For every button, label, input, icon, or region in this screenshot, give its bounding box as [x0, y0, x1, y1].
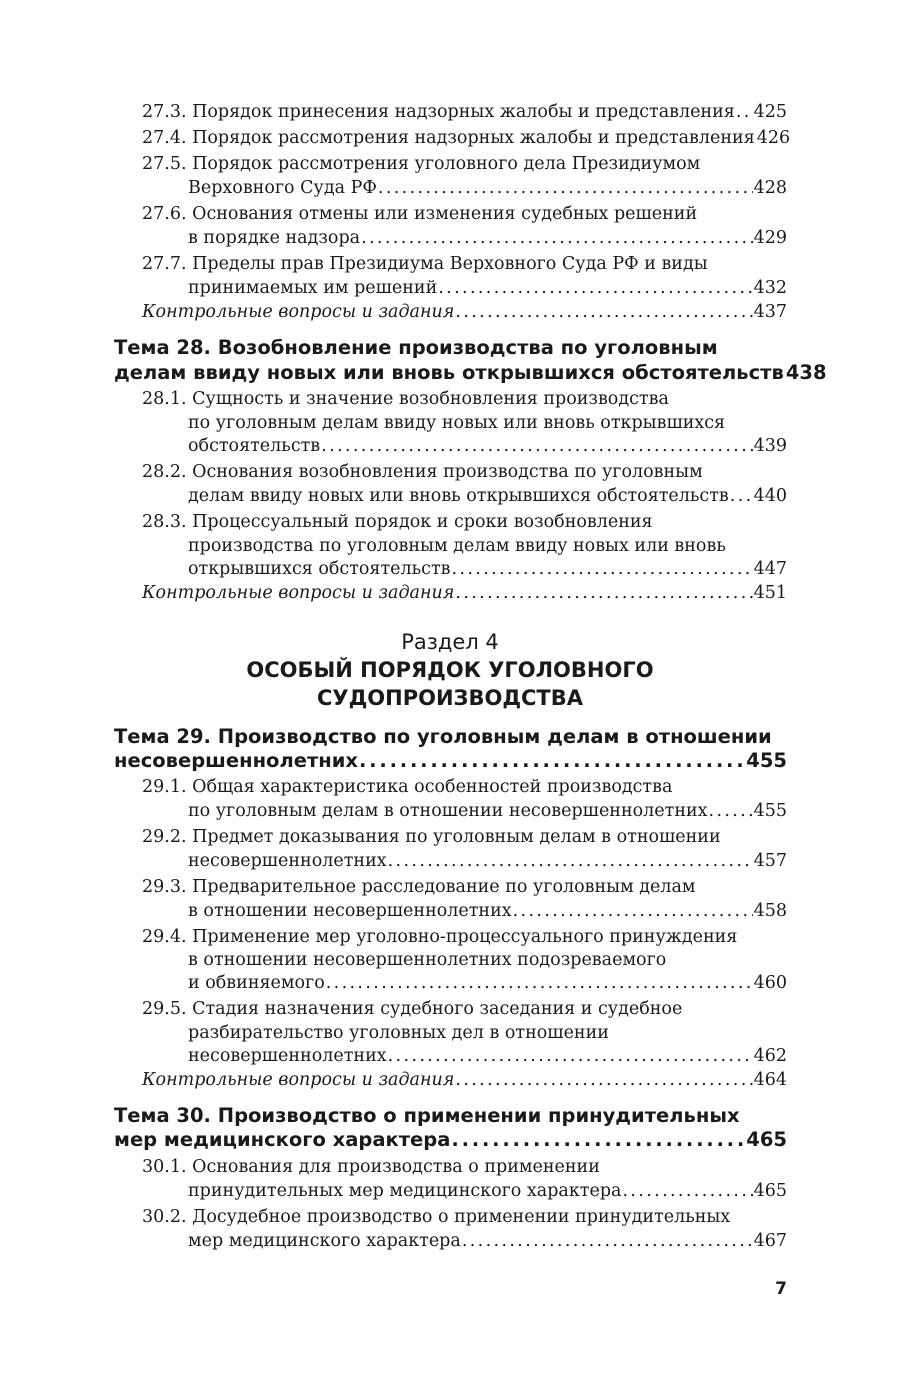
toc-entry-line — [142, 775, 672, 799]
dot-leader — [709, 799, 753, 823]
toc-entry-line — [142, 825, 721, 849]
entry-page: 467 — [753, 1231, 787, 1251]
entry-title: Контрольные вопросы и задания — [142, 1070, 455, 1090]
topic-title-cont: несовершеннолетних — [114, 749, 358, 772]
entry-page: 462 — [753, 1046, 787, 1066]
toc-entry[interactable] — [188, 849, 787, 873]
page-number: 7 — [775, 1279, 787, 1299]
entry-title-cont: в порядке надзора — [188, 228, 361, 248]
entry-title-cont: несовершеннолетних — [188, 1046, 387, 1066]
toc-entry-line — [142, 997, 682, 1021]
dot-leader — [513, 899, 753, 923]
entry-number: 29.2. — [142, 827, 187, 847]
entry-title-cont: производства по уголовным делам ввиду новых или вновь — [188, 536, 726, 556]
toc-entry-line — [142, 252, 708, 276]
entry-title-cont: мер медицинского характера — [188, 1231, 461, 1251]
entry-title-cont: в отношении несовершеннолетних подозреваемого — [188, 950, 667, 970]
entry-page: 432 — [753, 278, 787, 298]
dot-leader — [462, 1229, 753, 1253]
entry-title: Процессуальный порядок и сроки возобновления — [192, 512, 653, 532]
entry-title-cont: открывшихся обстоятельств — [188, 559, 451, 579]
dot-leader — [455, 300, 752, 324]
section-number: Раздел 4 — [401, 630, 499, 654]
entry-number: 30.2. — [142, 1207, 187, 1227]
toc-entry[interactable] — [188, 434, 787, 458]
entry-title-cont: принудительных мер медицинского характера — [188, 1181, 622, 1201]
entry-page: 439 — [753, 436, 787, 456]
toc-entry[interactable] — [188, 176, 787, 200]
entry-page: 465 — [753, 1181, 787, 1201]
entry-title: Предмет доказывания по уголовным делам в отношении — [192, 827, 721, 847]
toc-entry-line — [142, 1155, 600, 1179]
toc-entry[interactable] — [188, 484, 787, 508]
toc-entry[interactable] — [188, 971, 787, 995]
toc-entry-line — [142, 875, 696, 899]
entry-title-cont: делам ввиду новых или вновь открывшихся обстоятельств — [188, 486, 729, 506]
toc-entry[interactable] — [188, 226, 787, 250]
topic-heading[interactable]: Тема 28. Возобновление производства по уголовным — [114, 336, 718, 359]
entry-title: Применение мер уголовно-процессуального принуждения — [192, 927, 738, 947]
entry-number: 29.1. — [142, 777, 187, 797]
dot-leader — [730, 484, 753, 508]
entry-title-cont: и обвиняемого — [188, 973, 325, 993]
entry-page: 447 — [753, 559, 787, 579]
entry-title: Досудебное производство о применении принудительных — [192, 1207, 731, 1227]
toc-entry-line — [142, 387, 669, 411]
entry-page: 455 — [753, 801, 787, 821]
entry-title-cont: в отношении несовершеннолетних — [188, 901, 512, 921]
toc-entry[interactable] — [188, 899, 787, 923]
entry-number: 28.2. — [142, 462, 187, 482]
entry-title-cont: несовершеннолетних — [188, 851, 387, 871]
dot-leader — [451, 1127, 745, 1153]
topic-heading[interactable]: Тема 29. Производство по уголовным делам в отношении — [114, 725, 772, 748]
topic-heading-line[interactable] — [114, 360, 827, 386]
entry-title-cont: по уголовным делам в отношении несовершеннолетних — [188, 801, 708, 821]
entry-page: 440 — [753, 486, 787, 506]
dot-leader — [361, 226, 753, 250]
dot-leader — [438, 276, 752, 300]
toc-entry[interactable] — [188, 557, 787, 581]
topic-heading-line[interactable] — [114, 748, 787, 774]
dot-leader — [736, 100, 753, 124]
topic-page: 465 — [746, 1128, 787, 1151]
entry-page: 425 — [753, 102, 787, 122]
entry-title: Пределы прав Президиума Верховного Суда РФ и виды — [192, 254, 708, 274]
entry-title: Контрольные вопросы и задания — [142, 302, 455, 322]
entry-title: Основания отмены или изменения судебных решений — [192, 204, 698, 224]
entry-page: 457 — [753, 851, 787, 871]
entry-page: 451 — [753, 583, 787, 603]
entry-number: 29.4. — [142, 927, 187, 947]
toc-entry[interactable] — [142, 100, 787, 124]
toc-entry[interactable] — [188, 1229, 787, 1253]
entry-page: 460 — [753, 973, 787, 993]
entry-number: 27.4. — [142, 128, 187, 148]
entry-number: 28.1. — [142, 389, 187, 409]
toc-entry[interactable] — [188, 276, 787, 300]
entry-number: 27.5. — [142, 154, 187, 174]
entry-title: Основания для производства о применении — [192, 1157, 600, 1177]
entry-number: 27.6. — [142, 204, 187, 224]
dot-leader — [388, 849, 753, 873]
entry-number: 30.1. — [142, 1157, 187, 1177]
entry-title: Основания возобновления производства по уголовным — [192, 462, 703, 482]
entry-number: 29.3. — [142, 877, 187, 897]
entry-number: 27.7. — [142, 254, 187, 274]
topic-title-cont: мер медицинского характера — [114, 1128, 451, 1151]
toc-entry[interactable] — [188, 799, 787, 823]
toc-entry-line — [142, 152, 700, 176]
entry-title: Порядок рассмотрения уголовного дела Президиумом — [192, 154, 701, 174]
topic-heading-line[interactable] — [114, 1127, 787, 1153]
toc-entry-line — [142, 1205, 730, 1229]
toc-entry-line — [142, 510, 653, 534]
entry-title: Порядок рассмотрения надзорных жалобы и представления — [192, 128, 755, 148]
toc-control-questions[interactable] — [142, 1068, 787, 1092]
toc-entry-line — [142, 460, 703, 484]
section-title: ОСОБЫЙ ПОРЯДОК УГОЛОВНОГО — [246, 658, 654, 682]
entry-title: Порядок принесения надзорных жалобы и представления — [192, 102, 735, 122]
entry-title-cont: обстоятельств — [188, 436, 321, 456]
dot-leader — [326, 971, 753, 995]
topic-page: 455 — [746, 749, 787, 772]
entry-title-cont: принимаемых им решений — [188, 278, 438, 298]
entry-title: Стадия назначения судебного заседания и судебное — [192, 999, 683, 1019]
toc-entry[interactable] — [188, 1179, 787, 1203]
entry-title-cont: Верховного Суда РФ — [188, 178, 377, 198]
entry-title-cont: разбирательство уголовных дел в отношении — [188, 1023, 609, 1043]
entry-title: Контрольные вопросы и задания — [142, 583, 455, 603]
dot-leader — [452, 557, 753, 581]
dot-leader — [321, 434, 752, 458]
entry-title: Сущность и значение возобновления производства — [192, 389, 669, 409]
toc-control-questions[interactable] — [142, 300, 787, 324]
toc-entry-line — [142, 925, 737, 949]
dot-leader — [455, 1068, 752, 1092]
dot-leader — [378, 176, 753, 200]
topic-page: 438 — [785, 361, 827, 384]
entry-title: Предварительное расследование по уголовным делам — [192, 877, 696, 897]
dot-leader — [622, 1179, 752, 1203]
dot-leader — [388, 1044, 753, 1068]
topic-heading[interactable]: Тема 30. Производство о применении принудительных — [114, 1104, 740, 1127]
entry-page: 464 — [753, 1070, 787, 1090]
section-title: СУДОПРОИЗВОДСТВА — [316, 686, 584, 710]
entry-page: 458 — [753, 901, 787, 921]
toc-entry-line — [142, 202, 697, 226]
toc-entry[interactable] — [142, 126, 791, 150]
entry-page: 429 — [753, 228, 787, 248]
entry-number: 28.3. — [142, 512, 187, 532]
entry-title: Общая характеристика особенностей производства — [192, 777, 673, 797]
dot-leader — [455, 581, 752, 605]
entry-page: 437 — [753, 302, 787, 322]
toc-control-questions[interactable] — [142, 581, 787, 605]
entry-number: 29.5. — [142, 999, 187, 1019]
entry-title-cont: по уголовным делам ввиду новых или вновь открывшихся — [188, 413, 726, 433]
dot-leader — [359, 748, 745, 774]
toc-entry[interactable] — [188, 1044, 787, 1068]
entry-page: 428 — [753, 178, 787, 198]
entry-page: 426 — [756, 128, 791, 148]
entry-number: 27.3. — [142, 102, 187, 122]
topic-title-cont: делам ввиду новых или вновь открывшихся обстоятельств — [114, 361, 784, 384]
